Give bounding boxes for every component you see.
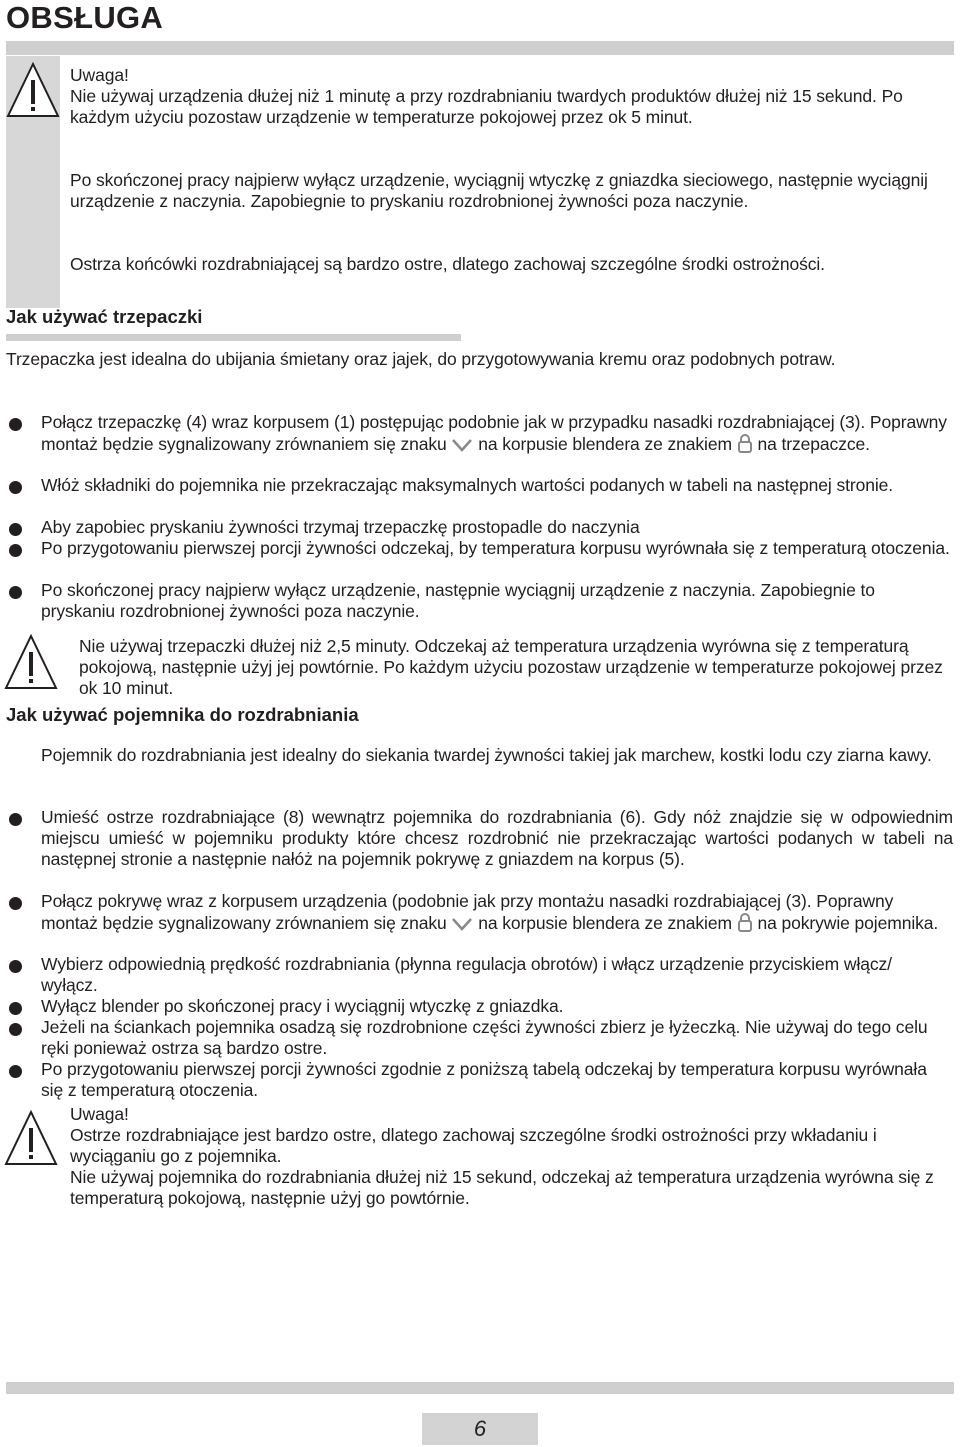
warning-paragraph: Ostrza końcówki rozdrabniającej są bardzo ostre, dlatego zachowaj szczególne środki ostrożności. bbox=[70, 254, 825, 274]
bullet-icon bbox=[9, 418, 22, 431]
list-item: Wybierz odpowiednią prędkość rozdrabniania (płynna regulacja obrotów) i włącz urządzenie przyciskiem włącz/ wyłącz. bbox=[41, 954, 892, 995]
list-item-text: Połącz trzepaczkę (4) wraz korpusem (1) postępując podobnie jak w przypadku nasadki rozdrabniającej (3). Poprawny montaż będzie sygnalizowany zrównaniem się znaku bbox=[41, 412, 947, 454]
list-item-text: na pokrywie pojemnika. bbox=[757, 913, 939, 933]
warning-heading: Uwaga! bbox=[70, 1104, 129, 1124]
lock-icon bbox=[737, 912, 753, 932]
warning-paragraph: Nie używaj trzepaczki dłużej niż 2,5 minuty. Odczekaj aż temperatura urządzenia wyrówna się z temperaturą pokojową, następnie użyj jej powtórnie. Po każdym użyciu pozostaw urządzenie w temperaturze pokojowej przez ok 10 minut. bbox=[79, 636, 943, 698]
bullet-icon bbox=[9, 586, 22, 599]
page-title: OBSŁUGA bbox=[6, 0, 164, 35]
warning-triangle-icon bbox=[6, 60, 60, 120]
header-rule bbox=[6, 41, 954, 55]
chevron-down-icon bbox=[451, 437, 473, 453]
list-item: Włóż składniki do pojemnika nie przekraczając maksymalnych wartości podanych w tabeli na następnej stronie. bbox=[41, 475, 894, 495]
warning-paragraph: Nie używaj urządzenia dłużej niż 1 minutę a przy rozdrabnianiu twardych produktów dłużej niż 15 sekund. Po każdym użyciu pozostaw urządzenie w temperaturze pokojowej przez ok 5 minut. bbox=[70, 86, 903, 127]
list-item-text: na korpusie blendera ze znakiem bbox=[478, 434, 732, 454]
whisk-intro: Trzepaczka jest idealna do ubijania śmietany oraz jajek, do przygotowywania kremu oraz podobnych potraw. bbox=[6, 349, 836, 369]
lock-icon bbox=[737, 433, 753, 453]
warning-triangle-icon bbox=[4, 632, 58, 692]
bullet-icon bbox=[9, 1065, 22, 1078]
warning-paragraph: Ostrze rozdrabniające jest bardzo ostre, dlatego zachowaj szczególne środki ostrożności przy wkładaniu i wyciąganiu go z pojemnika. bbox=[70, 1125, 877, 1166]
section-heading-chopper: Jak używać pojemnika do rozdrabniania bbox=[6, 704, 359, 725]
page-number: 6 bbox=[422, 1413, 538, 1445]
list-item bbox=[41, 412, 953, 455]
list-item-text: na trzepaczce. bbox=[757, 434, 870, 454]
section-heading-whisk: Jak używać trzepaczki bbox=[6, 306, 203, 327]
bullet-icon bbox=[9, 813, 22, 826]
bullet-icon bbox=[9, 481, 22, 494]
list-item: Po przygotowaniu pierwszej porcji żywności zgodnie z poniższą tabelą odczekaj by temperatura korpusu wyrównała się z temperaturą otoczenia. bbox=[41, 1059, 927, 1100]
list-item-text: na korpusie blendera ze znakiem bbox=[478, 913, 732, 933]
list-item: Po skończonej pracy najpierw wyłącz urządzenie, następnie wyciągnij urządzenie z naczynia. Zapobiegnie to pryskaniu rozdrobnionej żywności poza naczynie. bbox=[41, 580, 875, 621]
list-item: Po przygotowaniu pierwszej porcji żywności odczekaj, by temperatura korpusu wyrównała się z temperaturą otoczenia. bbox=[41, 538, 950, 558]
warning-triangle-icon bbox=[4, 1108, 58, 1168]
bullet-icon bbox=[9, 960, 22, 973]
bullet-icon bbox=[9, 1023, 22, 1036]
warning-paragraph: Nie używaj pojemnika do rozdrabniania dłużej niż 15 sekund, odczekaj aż temperatura urządzenia wyrówna się z temperaturą pokojową, następnie użyj go powtórnie. bbox=[70, 1167, 934, 1208]
list-item bbox=[41, 891, 953, 934]
footer-rule bbox=[6, 1382, 954, 1394]
chevron-down-icon bbox=[451, 916, 473, 932]
list-item: Jeżeli na ściankach pojemnika osadzą się rozdrobnione części żywności zbierz je łyżeczką. Nie używaj do tego celu ręki ponieważ ostrza są bardzo ostre. bbox=[41, 1017, 928, 1058]
warning-heading: Uwaga! bbox=[70, 65, 129, 85]
bullet-icon bbox=[9, 544, 22, 557]
heading-rule bbox=[6, 334, 461, 341]
list-item: Umieść ostrze rozdrabniające (8) wewnątrz pojemnika do rozdrabniania (6). Gdy nóż znajdzie się w odpowiednim miejscu umieść w pojemniku produkty które chcesz rozdrobnić nie przekraczając wartości podanych w tabeli na następnej stronie a następnie nałóż na pojemnik pokrywę z gniazdem na korpus (5). bbox=[41, 807, 953, 869]
chopper-intro: Pojemnik do rozdrabniania jest idealny do siekania twardej żywności takiej jak marchew, kostki lodu czy ziarna kawy. bbox=[41, 745, 932, 765]
list-item: Wyłącz blender po skończonej pracy i wyciągnij wtyczkę z gniazdka. bbox=[41, 996, 564, 1016]
warning-paragraph: Po skończonej pracy najpierw wyłącz urządzenie, wyciągnij wtyczkę z gniazdka sieciowego, następnie wyciągnij urządzenie z naczynia. Zapobiegnie to pryskaniu rozdrobnionej żywności poza naczynie. bbox=[70, 170, 928, 211]
bullet-icon bbox=[9, 523, 22, 536]
list-item-text: Połącz pokrywę wraz z korpusem urządzenia (podobnie jak przy montażu nasadki rozdrabiającej (3). Poprawny montaż będzie sygnalizowany zrównaniem się znaku bbox=[41, 891, 894, 933]
bullet-icon bbox=[9, 1002, 22, 1015]
list-item: Aby zapobiec pryskaniu żywności trzymaj trzepaczkę prostopadle do naczynia bbox=[41, 517, 640, 537]
bullet-icon bbox=[9, 897, 22, 910]
